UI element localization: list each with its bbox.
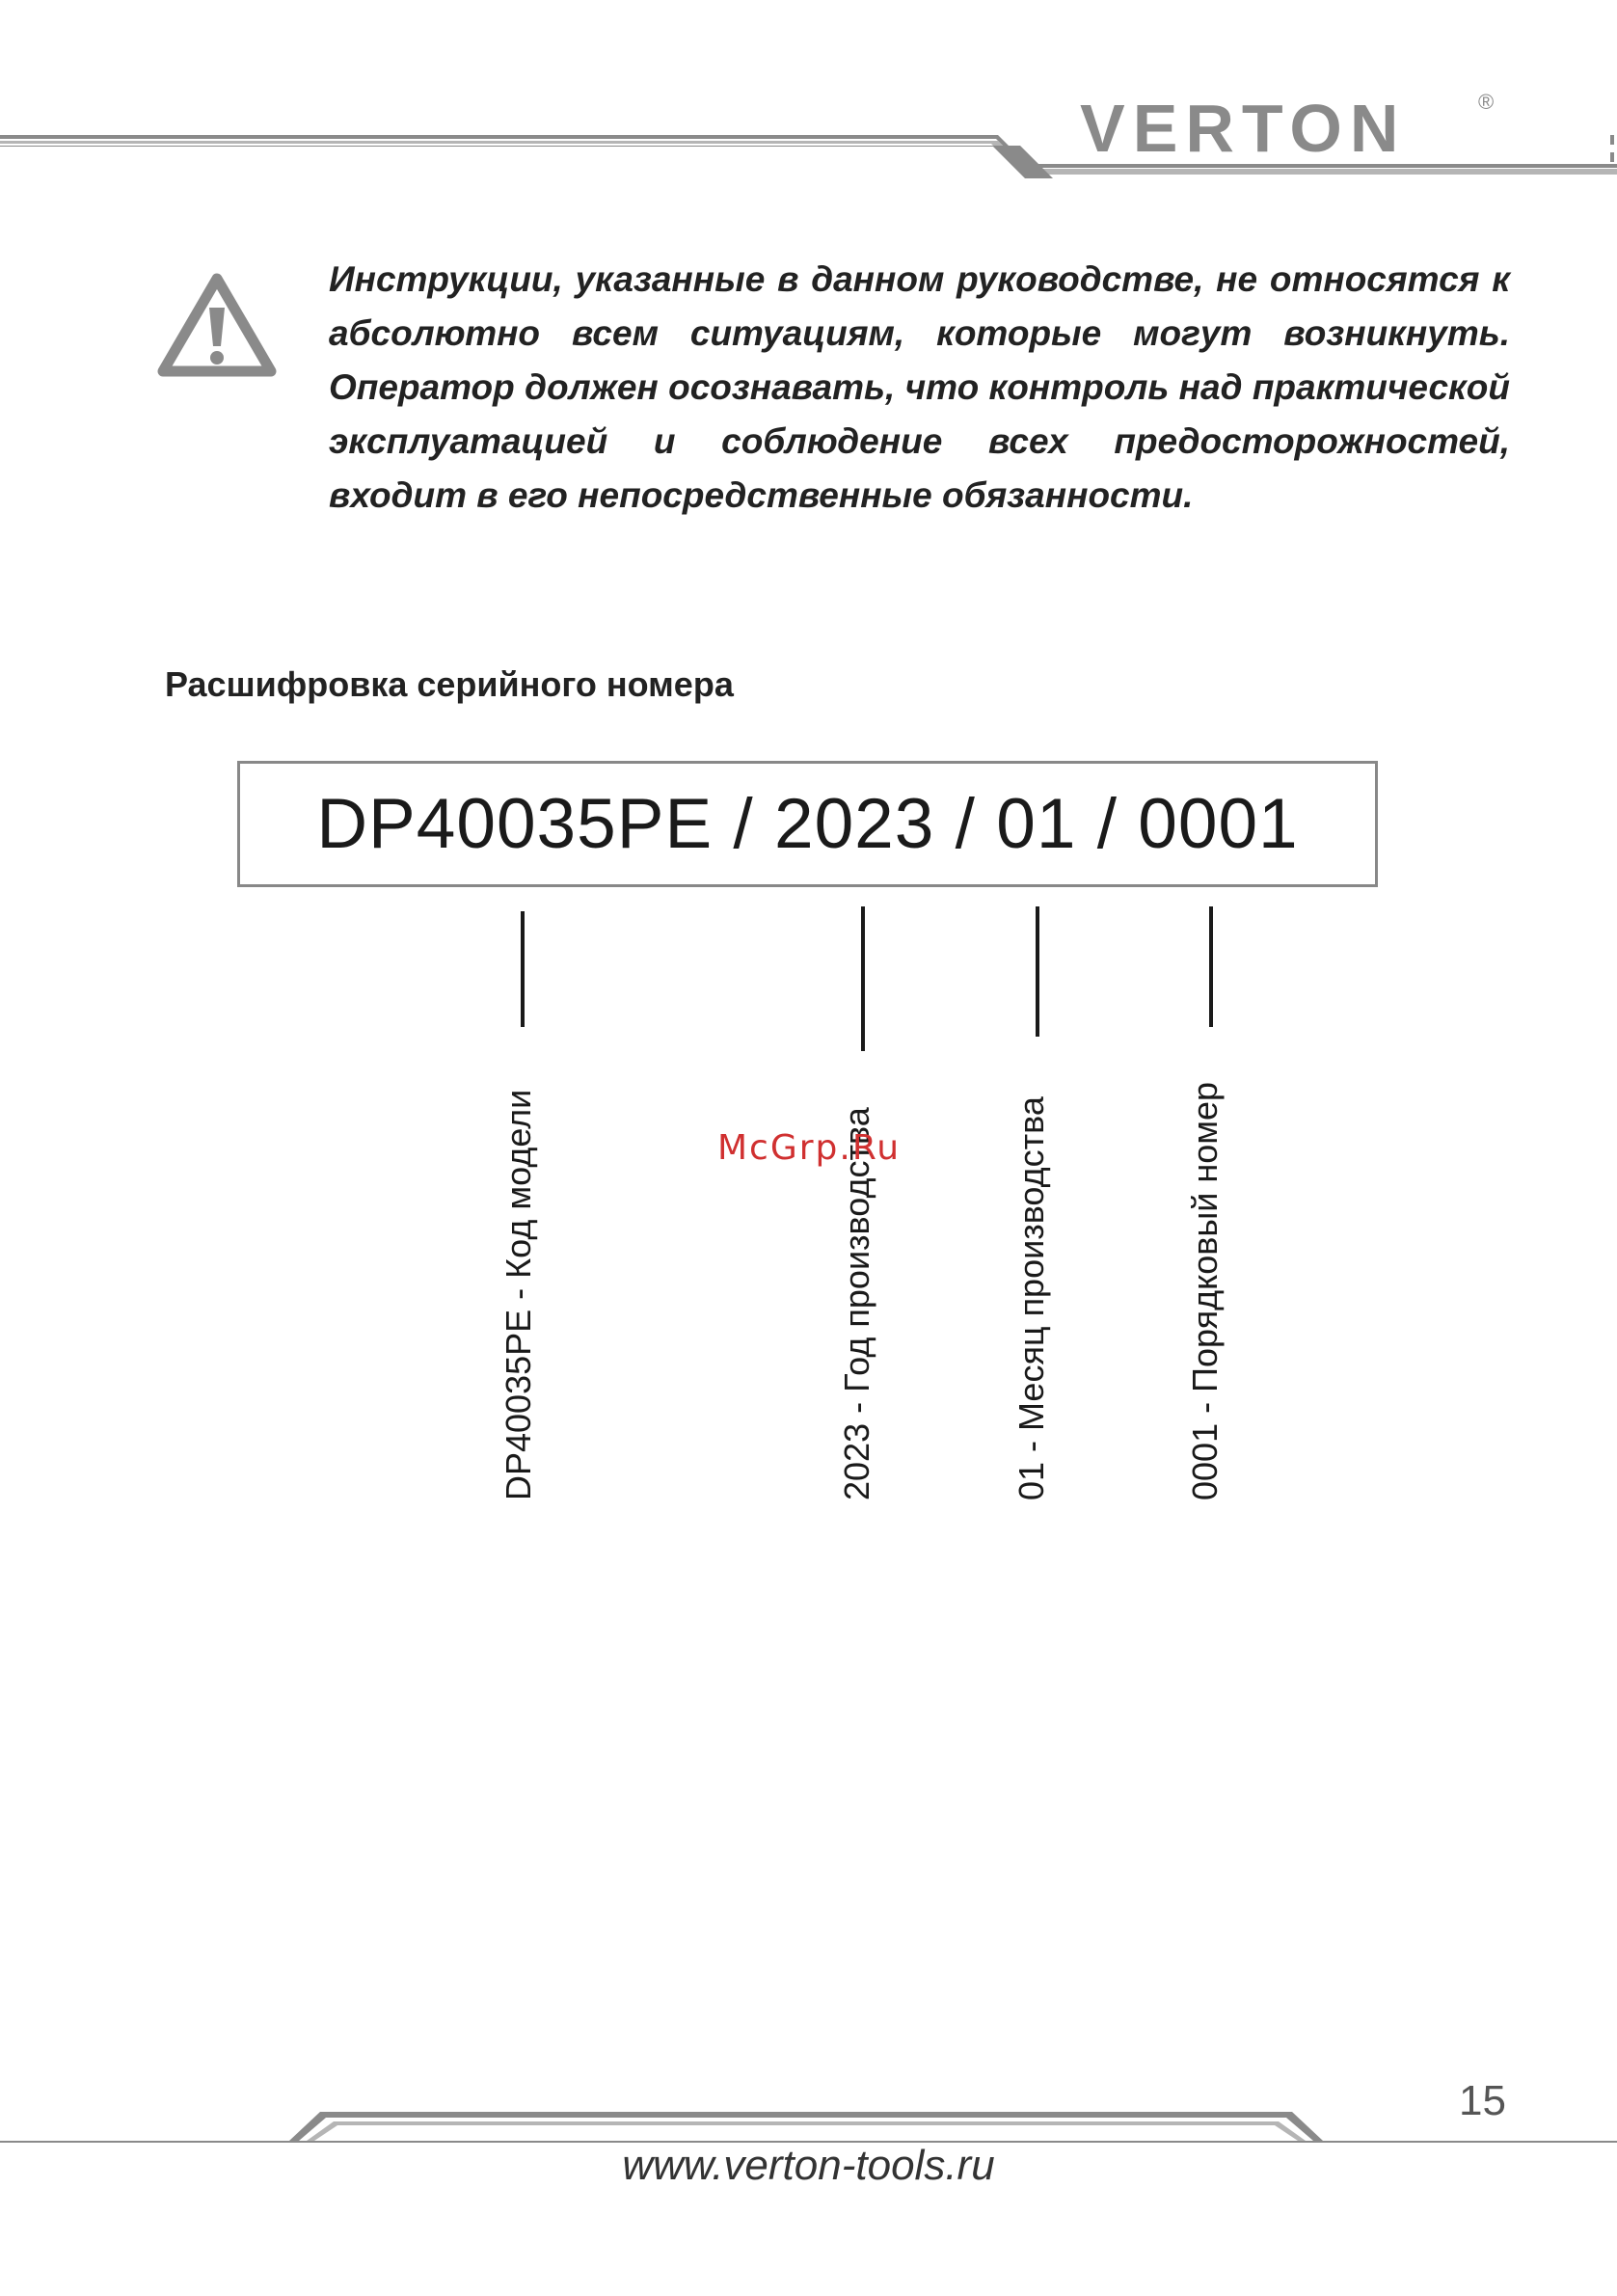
serial-number: DP40035PE / 2023 / 01 / 0001 xyxy=(316,785,1299,863)
watermark: McGrp.Ru xyxy=(717,1128,902,1168)
brand-logo: VERTON xyxy=(1080,91,1407,166)
footer-decoration xyxy=(0,2104,1617,2143)
page-number: 15 xyxy=(1459,2077,1506,2124)
serial-part-line-month xyxy=(1036,906,1039,1037)
serial-part-line-model xyxy=(521,911,525,1027)
serial-part-label-model: DP40035PE - Код модели xyxy=(499,1089,538,1500)
warning-text: Инструкции, указанные в данном руководстве, не относятся к абсолютно всем ситуациям, которые могут возникнуть. Оператор должен осознавать, что контроль над практической эксплуатацией и соблюдение всех предосторожностей, входит в его непосредственные обязанности. xyxy=(329,259,1510,515)
registered-mark: ® xyxy=(1478,90,1495,114)
footer-url[interactable]: www.verton-tools.ru xyxy=(622,2142,995,2189)
serial-part-label-month: 01 - Месяц производства xyxy=(1011,1096,1051,1500)
serial-part-line-year xyxy=(861,906,865,1051)
serial-part-label-number: 0001 - Порядковый номер xyxy=(1185,1081,1225,1500)
serial-part-label-year: 2023 - Год производства xyxy=(837,1107,876,1500)
serial-number-box xyxy=(237,761,1378,887)
section-title: Расшифровка серийного номера xyxy=(165,664,734,704)
warning-triangle-icon xyxy=(157,273,277,379)
serial-part-line-number xyxy=(1209,906,1213,1027)
